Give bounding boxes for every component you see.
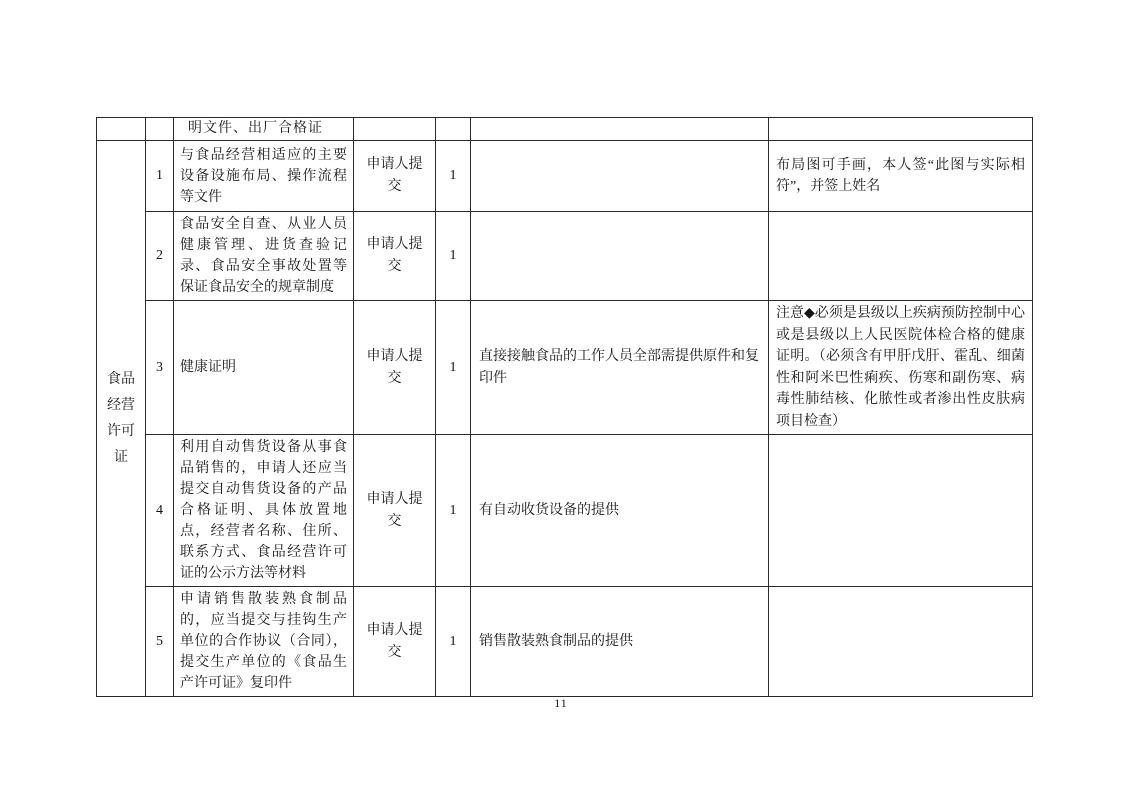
- requirement-cell: 销售散装熟食制品的提供: [471, 587, 769, 697]
- copies-cell: 1: [436, 301, 471, 435]
- note-cell: [769, 212, 1033, 301]
- copies-cell: 1: [436, 212, 471, 301]
- row-number-cell: 5: [146, 587, 174, 697]
- submitter-cell: 申请人提交: [354, 301, 436, 435]
- row-number-cell: 2: [146, 212, 174, 301]
- requirements-table: [96, 117, 1033, 697]
- category-cell: [97, 141, 146, 697]
- material-continuation-cell: 明文件、出厂合格证: [174, 118, 354, 141]
- table-row: [97, 212, 1033, 301]
- submitter-cell: 申请人提交: [354, 212, 436, 301]
- table-row: [97, 141, 1033, 212]
- copies-cell: 1: [436, 435, 471, 587]
- copies-cell: 1: [436, 141, 471, 212]
- empty-note-cell: [769, 118, 1033, 141]
- note-cell: 布局图可手画，本人签“此图与实际相符”，并签上姓名: [769, 141, 1033, 212]
- row-number-cell: 4: [146, 435, 174, 587]
- material-cell: 利用自动售货设备从事食品销售的，申请人还应当提交自动售货设备的产品合格证明、具体放置地点，经营者名称、住所、联系方式、食品经营许可证的公示方法等材料: [174, 435, 354, 587]
- submitter-cell: 申请人提交: [354, 587, 436, 697]
- submitter-cell: 申请人提交: [354, 435, 436, 587]
- category-line: 许可: [107, 423, 135, 439]
- empty-number-cell: [146, 118, 174, 141]
- note-cell: [769, 587, 1033, 697]
- category-line: 食品: [107, 371, 135, 387]
- empty-copies-cell: [436, 118, 471, 141]
- material-cell: 健康证明: [174, 301, 354, 435]
- page-number: 11: [554, 696, 568, 710]
- copies-cell: 1: [436, 587, 471, 697]
- note-cell: 注意◆必须是县级以上疾病预防控制中心或是县级以上人民医院体检合格的健康证明。（必须含有甲肝戊肝、霍乱、细菌性和阿米巴性痢疾、伤寒和副伤寒、病毒性肺结核、化脓性或者渗出性皮肤病项目检查）: [769, 301, 1033, 435]
- requirement-cell: [471, 212, 769, 301]
- empty-submitter-cell: [354, 118, 436, 141]
- table-row: [97, 587, 1033, 697]
- requirement-cell: 直接接触食品的工作人员全部需提供原件和复印件: [471, 301, 769, 435]
- table-row: [97, 301, 1033, 435]
- material-cell: 申请销售散装熟食制品的，应当提交与挂钩生产单位的合作协议（合同），提交生产单位的《食品生产许可证》复印件: [174, 587, 354, 697]
- note-cell: [769, 435, 1033, 587]
- carryover-row: [97, 118, 1033, 141]
- category-line: 经营: [107, 397, 135, 413]
- material-cell: 食品安全自查、从业人员健康管理、进货查验记录、食品安全事故处置等保证食品安全的规章制度: [174, 212, 354, 301]
- requirement-cell: 有自动收货设备的提供: [471, 435, 769, 587]
- row-number-cell: 3: [146, 301, 174, 435]
- empty-category-cell: [97, 118, 146, 141]
- empty-requirement-cell: [471, 118, 769, 141]
- submitter-cell: 申请人提交: [354, 141, 436, 212]
- requirement-cell: [471, 141, 769, 212]
- material-cell: 与食品经营相适应的主要设备设施布局、操作流程等文件: [174, 141, 354, 212]
- row-number-cell: 1: [146, 141, 174, 212]
- table-row: [97, 435, 1033, 587]
- category-line: 证: [114, 449, 128, 465]
